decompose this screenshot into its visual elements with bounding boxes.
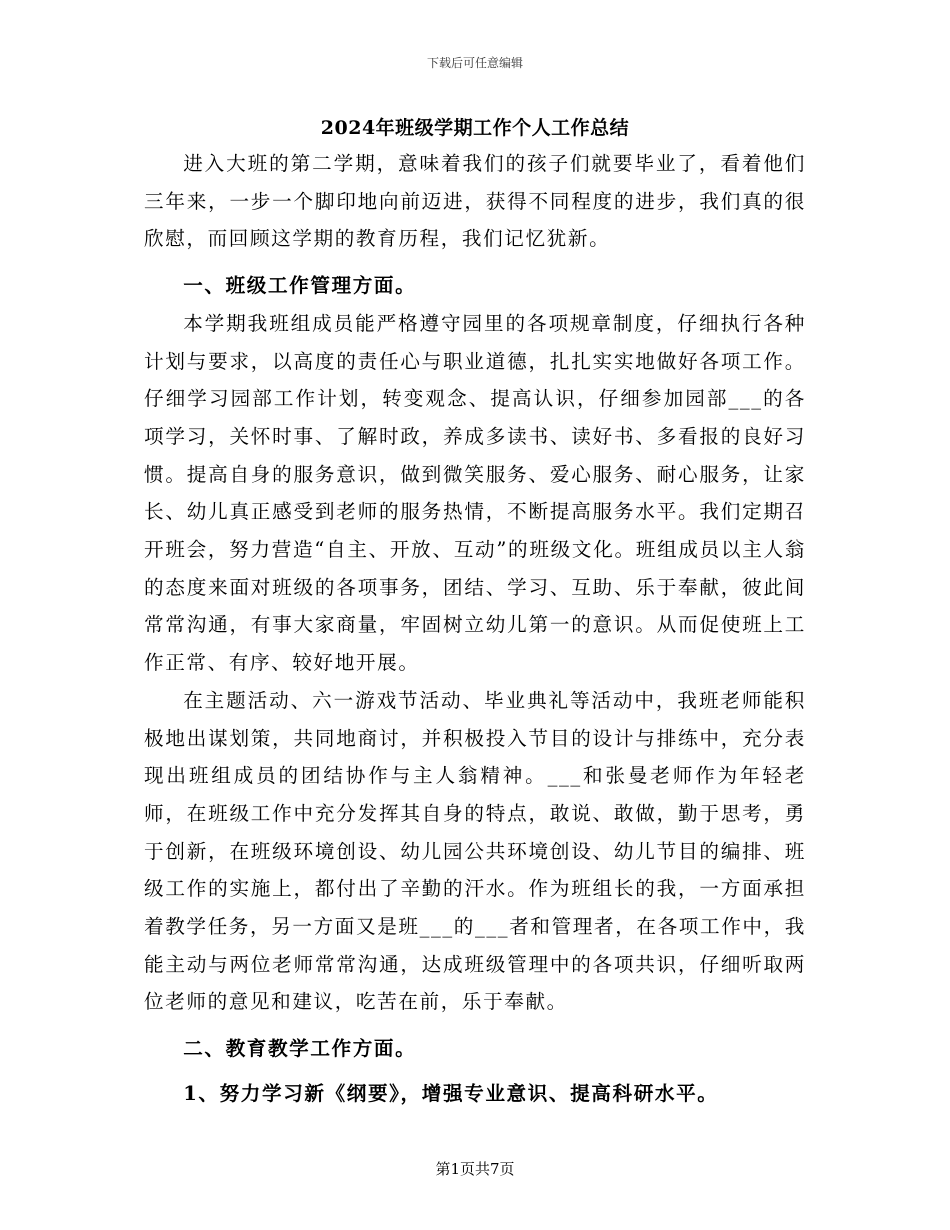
section-heading-class-management: 一、班级工作管理方面。 bbox=[183, 274, 417, 298]
paragraph-activities: 在主题活动、六一游戏节活动、毕业典礼等活动中，我班老师能积极地出谋划策，共同地商讨，并积极投入节目的设计与排练中，充分表现出班组成员的团结协作与主人翁精神。___和张曼老师作为年轻老师，在班级工作中充分发挥其自身的特点，敢说、敢做，勤于思考，勇于创新，在班级环境创设、幼儿园公共环境创设、幼儿节目的编排、班级工作的实施上，都付出了辛勤的汗水。作为班组长的我，一方面承担着教学任务，另一方面又是班___的___者和管理者，在各项工作中，我能主动与两位老师常常沟通，达成班级管理中的各项共识，仔细听取两位老师的意见和建议，吃苦在前，乐于奉献。 bbox=[144, 688, 806, 1014]
page-number: 第1页共7页 bbox=[435, 1160, 515, 1178]
document-body bbox=[144, 145, 806, 1113]
paragraph-intro: 进入大班的第二学期，意味着我们的孩子们就要毕业了，看着他们三年来，一步一个脚印地向前迈进，获得不同程度的进步，我们真的很欣慰，而回顾这学期的教育历程，我们记忆犹新。 bbox=[144, 152, 806, 251]
document-title: 2024年班级学期工作个人工作总结 bbox=[320, 117, 630, 139]
paragraph-class-management: 本学期我班组成员能严格遵守园里的各项规章制度，仔细执行各种计划与要求，以高度的责任心与职业道德，扎扎实实地做好各项工作。仔细学习园部工作计划，转变观念、提高认识，仔细参加园部___的各项学习，关怀时事、了解时政，养成多读书、读好书、多看报的良好习惯。提高自身的服务意识，做到微笑服务、爱心服务、耐心服务，让家长、幼儿真正感受到老师的服务热情，不断提高服务水平。我们定期召开班会，努力营造“自主、开放、互动”的班级文化。班组成员以主人翁的态度来面对班级的各项事务，团结、学习、互助、乐于奉献，彼此间常常沟通，有事大家商量，牢固树立幼儿第一的意识。从而促使班上工作正常、有序、较好地开展。 bbox=[144, 311, 806, 675]
section-heading-teaching: 二、教育教学工作方面。 bbox=[183, 1037, 417, 1061]
subsection-heading-outline: 1、努力学习新《纲要》，增强专业意识、提高科研水平。 bbox=[183, 1081, 719, 1105]
header-note: 下载后可任意编辑 bbox=[426, 56, 523, 70]
